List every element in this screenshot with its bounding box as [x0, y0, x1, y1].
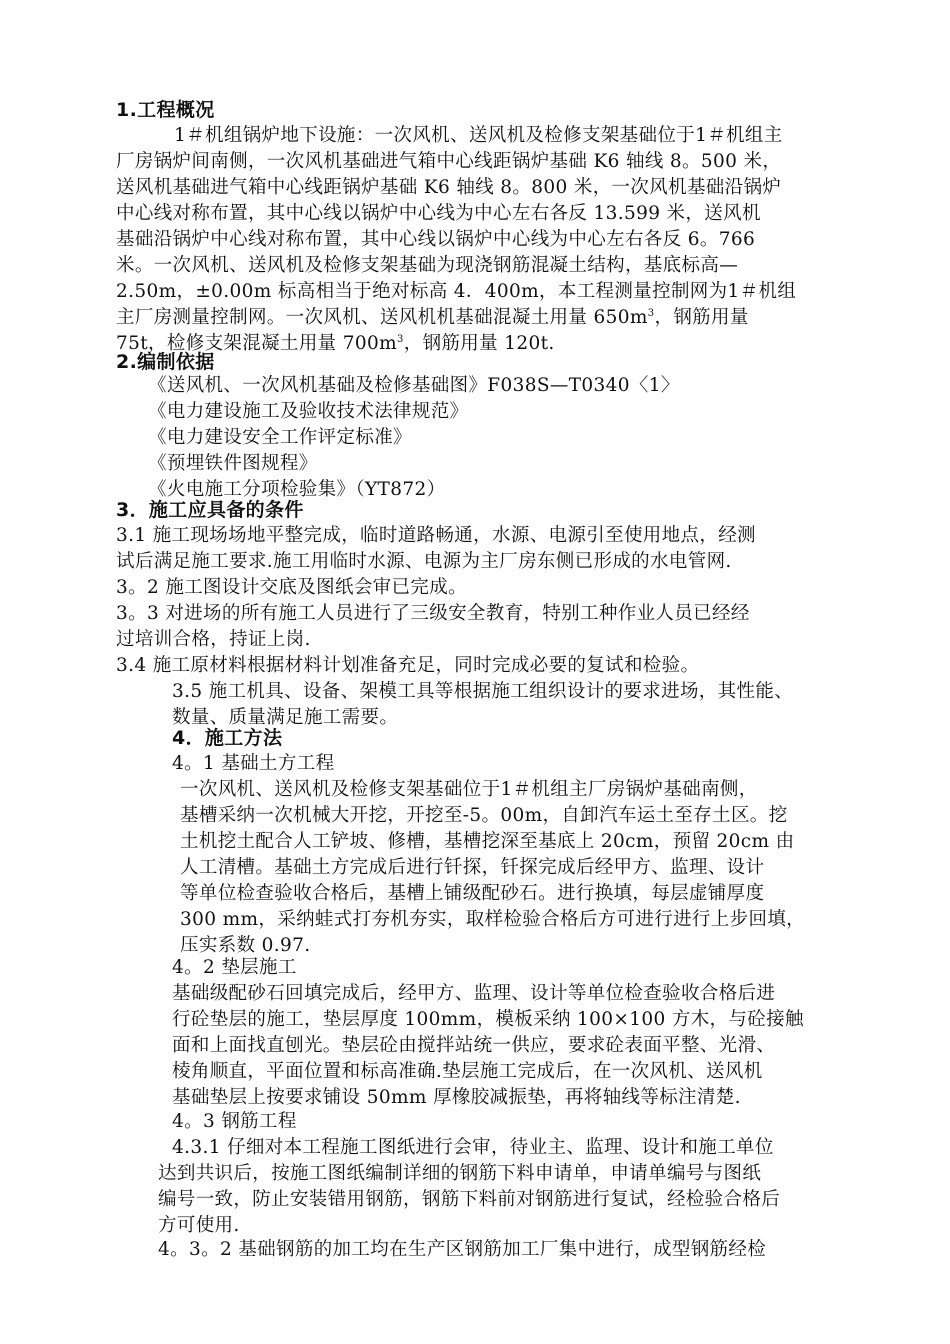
subsection-title: 4。2 垫层施工 — [172, 957, 297, 978]
paragraph-line — [116, 305, 749, 331]
paragraph-line: 过培训合格，持证上岗. — [116, 629, 311, 650]
paragraph-line: 300 mm，采纳蛙式打夯机夯实，取样检验合格后方可进行进行上步回填， — [180, 909, 806, 930]
reference-item: 《电力建设安全工作评定标准》 — [148, 427, 412, 448]
reference-item: 《预埋铁件图规程》 — [148, 453, 318, 474]
paragraph-line: 厂房锅炉间南侧，一次风机基础进气箱中心线距锅炉基础 K6 轴线 8。500 米， — [116, 151, 782, 172]
paragraph-line: 编号一致，防止安装错用钢筋，钢筋下料前对钢筋进行复试，经检验合格后 — [158, 1189, 781, 1210]
subsection-title: 4。1 基础土方工程 — [172, 753, 335, 774]
paragraph-line: 人工清槽。基础土方完成后进行钎探，钎探完成后经甲方、监理、设计 — [180, 857, 765, 878]
subsection-title: 4。3 钢筋工程 — [172, 1111, 297, 1132]
paragraph-line: 等单位检查验收合格后，基槽上铺级配砂石。进行换填，每层虚铺厚度 — [180, 883, 765, 904]
paragraph-line: 3.5 施工机具、设备、架模工具等根据施工组织设计的要求进场，其性能、 — [172, 681, 794, 702]
paragraph-line: 面和上面找直刨光。垫层砼由搅拌站统一供应，要求砼表面平整、光滑、 — [172, 1035, 776, 1056]
section-heading-overview: 1.工程概况 — [116, 99, 215, 121]
paragraph-line: 1＃机组锅炉地下设施：一次风机、送风机及检修支架基础位于1＃机组主 — [174, 125, 783, 146]
paragraph-line: 达到共识后，按施工图纸编制详细的钢筋下料申请单，申请单编号与图纸 — [158, 1163, 762, 1184]
paragraph-line: 方可使用. — [158, 1215, 240, 1236]
reference-item: 《送风机、一次风机基础及检修基础图》F038S—T0340〈1〉 — [148, 375, 680, 396]
paragraph-line: 数量、质量满足施工需要。 — [172, 707, 399, 728]
paragraph-line: 米。一次风机、送风机及检修支架基础为现浇钢筋混凝土结构，基底标高— — [116, 255, 739, 276]
paragraph-line: 基础级配砂石回填完成后，经甲方、监理、设计等单位检查验收合格后进 — [172, 983, 776, 1004]
paragraph-line: 3.4 施工原材料根据材料计划准备充足，同时完成必要的复试和检验。 — [116, 655, 700, 676]
paragraph-line: 压实系数 0.97. — [180, 935, 311, 956]
section-heading-methods: 4．施工方法 — [172, 727, 283, 749]
paragraph-line: 送风机基础进气箱中心线距锅炉基础 K6 轴线 8。800 米，一次风机基础沿锅炉 — [116, 177, 782, 198]
paragraph-line: 行砼垫层的施工，垫层厚度 100mm，模板采纳 100×100 方木，与砼接触 — [172, 1009, 804, 1030]
reference-item: 《火电施工分项检验集》（YT872） — [148, 479, 446, 500]
paragraph-line: 试后满足施工要求.施工用临时水源、电源为主厂房东侧已形成的水电管网. — [116, 551, 732, 572]
paragraph-line: 4.3.1 仔细对本工程施工图纸进行会审，待业主、监理、设计和施工单位 — [172, 1137, 774, 1158]
section-heading-conditions: 3．施工应具备的条件 — [116, 499, 304, 521]
reference-item: 《电力建设施工及验收技术法律规范》 — [148, 401, 469, 422]
paragraph-line: 基槽采纳一次机械大开挖，开挖至-5。00m，自卸汽车运土至存土区。挖 — [180, 805, 788, 826]
paragraph-line: 基础垫层上按要求铺设 50mm 厚橡胶减振垫，再将轴线等标注清楚. — [172, 1087, 741, 1108]
paragraph-line: 3。2 施工图设计交底及图纸会审已完成。 — [116, 577, 467, 598]
paragraph-line: 基础沿锅炉中心线对称布置，其中心线以锅炉中心线为中心左右各反 6。766 — [116, 229, 756, 250]
superscript: 3 — [397, 334, 404, 345]
text-segment: ，钢筋用量 — [654, 307, 749, 328]
paragraph-line: 4。3。2 基础钢筋的加工均在生产区钢筋加工厂集中进行，成型钢筋经检 — [158, 1239, 767, 1260]
text-segment: 75t，检修支架混凝土用量 700m — [116, 333, 398, 354]
superscript: 3 — [647, 308, 655, 319]
paragraph-line: 土机挖土配合人工铲坡、修槽，基槽挖深至基底上 20cm，预留 20cm 由 — [180, 831, 795, 852]
text-segment: 主厂房测量控制网。一次风机、送风机机基础混凝土用量 650m — [116, 307, 648, 328]
text-segment: ，钢筋用量 120t. — [403, 333, 555, 354]
section-heading-basis: 2.编制依据 — [116, 351, 215, 373]
paragraph-line: 3.1 施工现场场地平整完成，临时道路畅通，水源、电源引至使用地点，经测 — [116, 525, 756, 546]
paragraph-line: 中心线对称布置，其中心线以锅炉中心线为中心左右各反 13.599 米，送风机 — [116, 203, 761, 224]
paragraph-line: 3。3 对进场的所有施工人员进行了三级安全教育，特别工种作业人员已经经 — [116, 603, 750, 624]
paragraph-line: 棱角顺直，平面位置和标高准确.垫层施工完成后，在一次风机、送风机 — [172, 1061, 763, 1082]
paragraph-line: 一次风机、送风机及检修支架基础位于1＃机组主厂房锅炉基础南侧， — [180, 779, 758, 800]
paragraph-line: 2.50m，±0.00m 标高相当于绝对标高 4．400m，本工程测量控制网为1＃机组 — [116, 281, 797, 302]
